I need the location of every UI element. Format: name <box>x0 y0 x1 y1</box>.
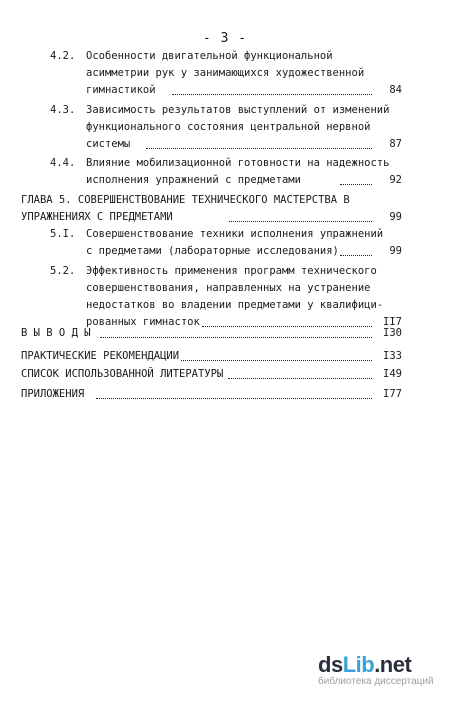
toc-entry-page: 87 <box>389 138 402 150</box>
dot-leader <box>172 94 372 95</box>
toc-entry-page: I49 <box>383 368 402 380</box>
toc-entry-page: I33 <box>383 350 402 362</box>
dslib-subtitle: библиотека диссертаций <box>318 676 434 687</box>
toc-entry-page: 99 <box>389 245 402 257</box>
toc-entry-page: II7 <box>383 316 402 328</box>
dot-leader <box>228 378 372 379</box>
toc-section-title: ПРАКТИЧЕСКИЕ РЕКОМЕНДАЦИИ <box>21 350 180 362</box>
toc-entry-text: с предметами (лабораторные исследования) <box>86 245 339 257</box>
toc-entry-text: Совершенствование техники исполнения упражнений <box>86 228 384 240</box>
toc-entry-text: Влияние мобилизационной готовности на надежность <box>86 157 390 169</box>
toc-entry-text: гимнастикой <box>86 84 156 96</box>
toc-entry-text: асимметрии рук у занимающихся художественной <box>86 67 365 79</box>
toc-entry-text: совершенствования, направленных на устранение <box>86 282 371 294</box>
toc-entry-page: 84 <box>389 84 402 96</box>
toc-entry-text: системы <box>86 138 131 150</box>
toc-chapter-title: ГЛАВА 5. СОВЕРШЕНСТВОВАНИЕ ТЕХНИЧЕСКОГО МАСТЕРСТВА В <box>21 194 350 206</box>
dot-leader <box>100 337 372 338</box>
toc-entry-text: рованных гимнасток <box>86 316 200 328</box>
toc-entry-page: I77 <box>383 388 402 400</box>
toc-entry-page: I30 <box>383 327 402 339</box>
toc-entry-number: 4.4. <box>50 157 76 169</box>
toc-entry-text: Особенности двигательной функциональной <box>86 50 333 62</box>
dot-leader <box>181 360 372 361</box>
toc-chapter-title: УПРАЖНЕНИЯХ С ПРЕДМЕТАМИ <box>21 211 173 223</box>
dslib-logo: dsLib.net <box>318 652 412 677</box>
dot-leader <box>202 326 372 327</box>
toc-section-title: СПИСОК ИСПОЛЬЗОВАННОЙ ЛИТЕРАТУРЫ <box>21 368 224 380</box>
dslib-watermark <box>318 652 448 687</box>
dot-leader <box>229 221 372 222</box>
dot-leader <box>146 148 372 149</box>
toc-section-title: ПРИЛОЖЕНИЯ <box>21 388 85 400</box>
toc-entry-text: исполнения упражнений с предметами <box>86 174 301 186</box>
toc-entry-page: 92 <box>389 174 402 186</box>
dot-leader <box>96 398 372 399</box>
toc-entry-number: 5.I. <box>50 228 76 240</box>
toc-section-title: В Ы В О Д Ы <box>21 327 91 339</box>
dot-leader <box>340 255 372 256</box>
toc-entry-page: 99 <box>389 211 402 223</box>
toc-entry-text: Эффективность применения программ технического <box>86 265 377 277</box>
toc-entry-number: 5.2. <box>50 265 76 277</box>
toc-entry-text: функционального состояния центральной нервной <box>86 121 371 133</box>
page-number: - 3 - <box>202 31 248 46</box>
toc-entry-number: 4.3. <box>50 104 76 116</box>
toc-entry-text: Зависимость результатов выступлений от изменений <box>86 104 390 116</box>
toc-entry-text: недостатков во владении предметами у квалифици- <box>86 299 384 311</box>
toc-entry-number: 4.2. <box>50 50 76 62</box>
dot-leader <box>340 184 372 185</box>
